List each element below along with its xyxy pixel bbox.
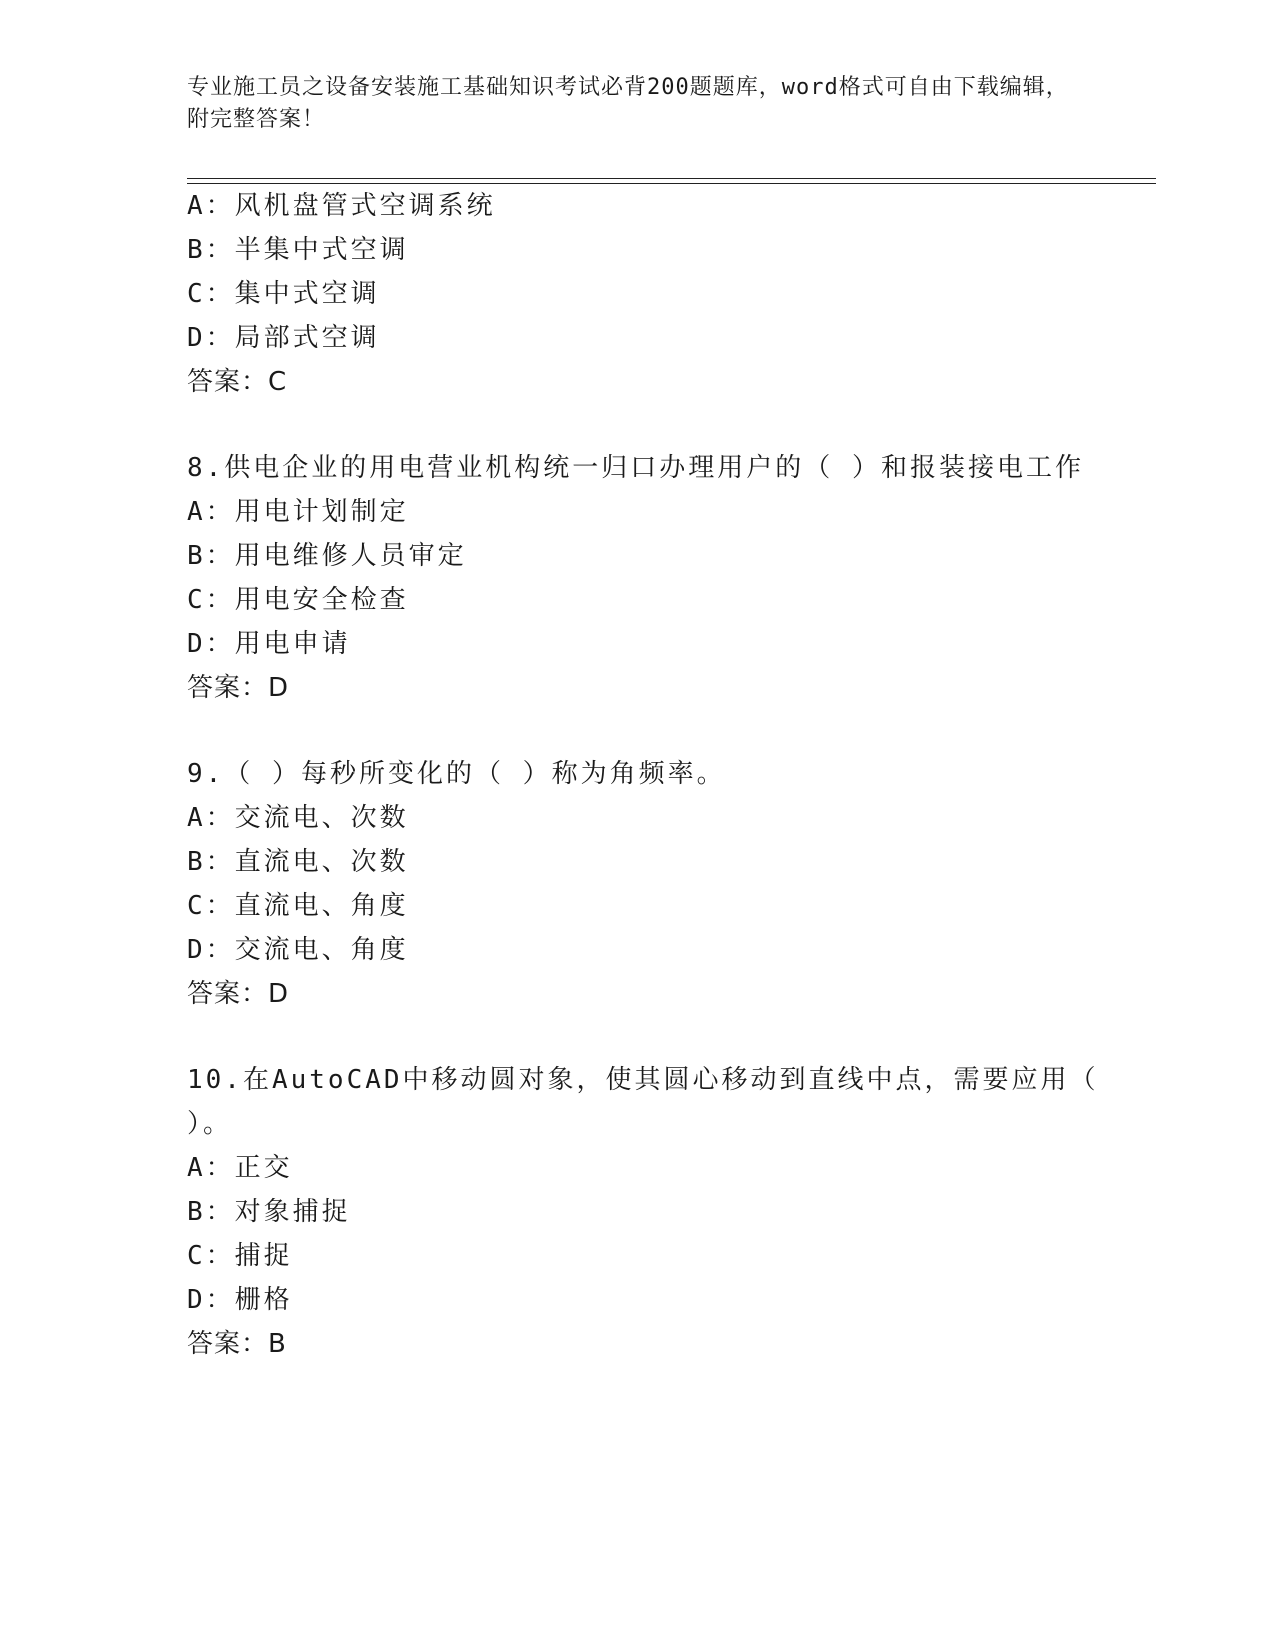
q7-answer: 答案：C [187,367,288,397]
q8-question: 8.供电企业的用电营业机构统一归口办理用户的（ ）和报装接电工作 [187,453,1084,483]
q7-option-d: D：局部式空调 [187,323,380,353]
q9-answer: 答案：D [187,979,290,1009]
q8-option-c: C：用电安全检查 [187,585,409,615]
q8-answer: 答案：D [187,673,290,703]
q9-option-d: D：交流电、角度 [187,935,409,965]
q9-option-b: B：直流电、次数 [187,847,409,877]
header-divider-bottom [187,183,1156,184]
q10-option-b: B：对象捕捉 [187,1197,351,1227]
q9-option-a: A：交流电、次数 [187,803,409,833]
q10-question-line2: ）。 [187,1109,233,1139]
q8-option-b: B：用电维修人员审定 [187,541,467,571]
q10-option-a: A：正交 [187,1153,293,1183]
document-header: 专业施工员之设备安装施工基础知识考试必背200题题库，word格式可自由下载编辑，附完整答案！ [187,75,1069,132]
q8-option-a: A：用电计划制定 [187,497,409,527]
header-divider-top [187,178,1156,179]
q8-option-d: D：用电申请 [187,629,351,659]
q10-option-c: C：捕捉 [187,1241,293,1271]
q7-option-b: B：半集中式空调 [187,235,409,265]
q9-option-c: C：直流电、角度 [187,891,409,921]
q10-answer: 答案：B [187,1329,287,1359]
q7-option-c: C：集中式空调 [187,279,380,309]
q7-option-a: A：风机盘管式空调系统 [187,191,496,221]
q10-question-line1: 10.在AutoCAD中移动圆对象，使其圆心移动到直线中点，需要应用（ [187,1065,1099,1095]
q9-question: 9.（ ）每秒所变化的（ ）称为角频率。 [187,759,726,789]
q10-option-d: D：栅格 [187,1285,293,1315]
